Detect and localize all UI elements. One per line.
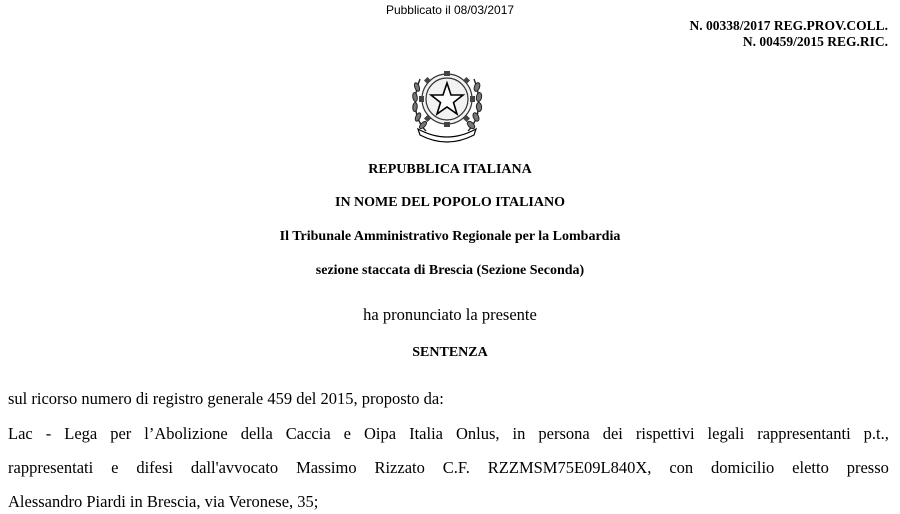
word: della xyxy=(240,424,273,443)
word: persona xyxy=(538,424,590,443)
word: dei xyxy=(602,424,623,443)
word: C.F. xyxy=(442,458,470,477)
word: domicilio xyxy=(711,458,775,477)
body-line-1: sul ricorso numero di registro generale 459 del 2015, proposto da: xyxy=(8,389,444,408)
pronounced-line: ha pronunciato la presente xyxy=(363,305,537,324)
word: Oipa xyxy=(364,424,397,443)
word: Lac xyxy=(8,424,33,443)
publication-date: Pubblicato il 08/03/2017 xyxy=(385,3,515,17)
word: Caccia xyxy=(285,424,331,443)
word: in xyxy=(512,424,526,443)
word: Rizzato xyxy=(374,458,425,477)
word: Lega xyxy=(64,424,98,443)
word: Italia xyxy=(409,424,443,443)
word: - xyxy=(45,424,52,443)
word: RZZMSM75E09L840X, xyxy=(487,458,652,477)
sentence-title: SENTENZA xyxy=(412,345,488,360)
word: Onlus, xyxy=(455,424,500,443)
republic-heading: REPUBBLICA ITALIANA xyxy=(368,162,532,177)
word: dall'avvocato xyxy=(190,458,279,477)
word: e xyxy=(343,424,351,443)
registry-numbers xyxy=(689,18,888,50)
word: rappresentanti xyxy=(757,424,851,443)
word: per xyxy=(110,424,132,443)
body-line-4: Alessandro Piardi in Brescia, via Veronese, 35; xyxy=(8,492,319,511)
body-line-2 xyxy=(8,424,889,444)
body-line-3 xyxy=(8,458,889,478)
word: con xyxy=(669,458,694,477)
word: presso xyxy=(846,458,889,477)
reg-ric-number: N. 00459/2015 REG.RIC. xyxy=(742,34,888,49)
word: p.t., xyxy=(863,424,889,443)
word: l’Abolizione xyxy=(144,424,228,443)
reg-prov-coll-number: N. 00338/2017 REG.PROV.COLL. xyxy=(689,18,888,33)
word: difesi xyxy=(136,458,173,477)
word: e xyxy=(111,458,119,477)
italian-republic-emblem-icon xyxy=(404,59,490,143)
people-heading: IN NOME DEL POPOLO ITALIANO xyxy=(335,195,565,210)
word: rappresentati xyxy=(8,458,94,477)
word: eletto xyxy=(792,458,829,477)
tribunal-heading: Il Tribunale Amministrativo Regionale per la Lombardia xyxy=(279,229,621,244)
word: rispettivi xyxy=(635,424,695,443)
word: legali xyxy=(707,424,745,443)
word: Massimo xyxy=(296,458,357,477)
section-heading: sezione staccata di Brescia (Sezione Seconda) xyxy=(315,263,585,278)
